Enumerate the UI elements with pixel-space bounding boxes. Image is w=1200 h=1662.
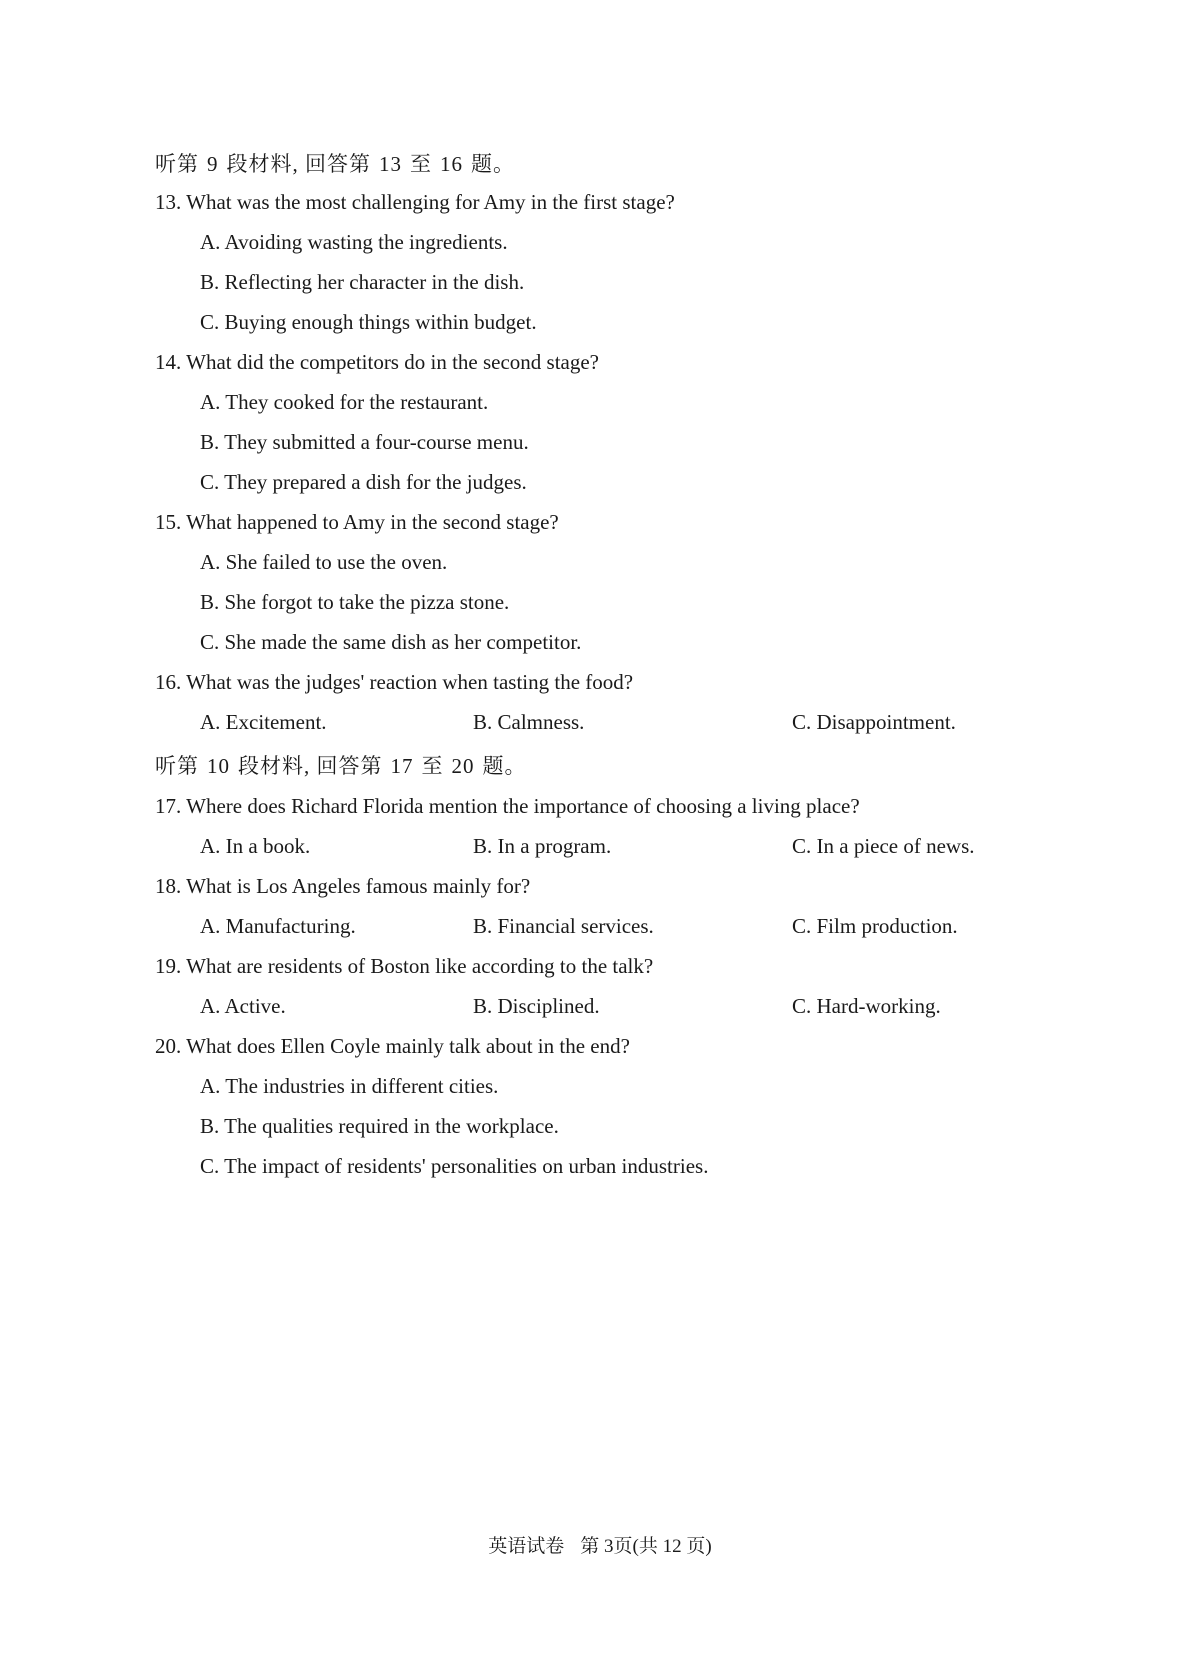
question-20-option-b: B. The qualities required in the workplace. bbox=[200, 1114, 559, 1138]
heading-prefix: 听第 bbox=[155, 152, 199, 176]
section-heading-2 bbox=[155, 750, 527, 780]
heading-prefix: 听第 bbox=[155, 754, 199, 778]
question-15-option-b: B. She forgot to take the pizza stone. bbox=[200, 590, 510, 614]
question-14-option-b: B. They submitted a four-course menu. bbox=[200, 430, 529, 454]
question-18-option-a: A. Manufacturing. bbox=[200, 914, 356, 938]
heading-mid: 段材料, 回答第 bbox=[226, 152, 371, 176]
question-20: 20. What does Ellen Coyle mainly talk about in the end? bbox=[155, 1034, 630, 1058]
question-14-option-c: C. They prepared a dish for the judges. bbox=[200, 470, 527, 494]
heading-to-number: 16 bbox=[440, 152, 463, 176]
question-17: 17. Where does Richard Florida mention the importance of choosing a living place? bbox=[155, 794, 860, 818]
question-20-option-c: C. The impact of residents' personalities on urban industries. bbox=[200, 1154, 709, 1178]
heading-from-number: 13 bbox=[379, 152, 402, 176]
question-15: 15. What happened to Amy in the second stage? bbox=[155, 510, 559, 534]
question-19: 19. What are residents of Boston like according to the talk? bbox=[155, 954, 654, 978]
question-13-option-a: A. Avoiding wasting the ingredients. bbox=[200, 230, 508, 254]
question-16-option-b: B. Calmness. bbox=[473, 710, 585, 734]
footer-title: 英语试卷 bbox=[488, 1536, 565, 1557]
question-16: 16. What was the judges' reaction when tasting the food? bbox=[155, 670, 634, 694]
heading-to-word: 至 bbox=[410, 152, 432, 176]
question-17-option-c: C. In a piece of news. bbox=[792, 834, 975, 858]
heading-to-word: 至 bbox=[421, 754, 444, 778]
heading-mid: 段材料, 回答第 bbox=[238, 754, 383, 778]
heading-passage-number: 10 bbox=[207, 754, 230, 778]
question-14: 14. What did the competitors do in the second stage? bbox=[155, 350, 600, 374]
heading-passage-number: 9 bbox=[207, 152, 219, 176]
question-17-option-b: B. In a program. bbox=[473, 834, 612, 858]
question-14-option-a: A. They cooked for the restaurant. bbox=[200, 390, 489, 414]
question-13-option-b: B. Reflecting her character in the dish. bbox=[200, 270, 525, 294]
question-18: 18. What is Los Angeles famous mainly for? bbox=[155, 874, 531, 898]
heading-suffix: 题。 bbox=[471, 152, 515, 176]
question-18-option-c: C. Film production. bbox=[792, 914, 958, 938]
question-19-option-a: A. Active. bbox=[200, 994, 286, 1018]
question-15-option-a: A. She failed to use the oven. bbox=[200, 550, 448, 574]
question-16-option-c: C. Disappointment. bbox=[792, 710, 956, 734]
question-17-option-a: A. In a book. bbox=[200, 834, 311, 858]
question-20-option-a: A. The industries in different cities. bbox=[200, 1074, 499, 1098]
question-13: 13. What was the most challenging for Amy in the first stage? bbox=[155, 190, 675, 214]
question-19-option-c: C. Hard-working. bbox=[792, 994, 941, 1018]
heading-to-number: 20 bbox=[451, 754, 475, 778]
question-15-option-c: C. She made the same dish as her competitor. bbox=[200, 630, 582, 654]
question-16-option-a: A. Excitement. bbox=[200, 710, 327, 734]
question-18-option-b: B. Financial services. bbox=[473, 914, 654, 938]
heading-from-number: 17 bbox=[390, 754, 414, 778]
question-13-option-c: C. Buying enough things within budget. bbox=[200, 310, 537, 334]
page-footer bbox=[0, 1531, 1200, 1558]
question-19-option-b: B. Disciplined. bbox=[473, 994, 600, 1018]
footer-page-number: 第 3页(共 12 页) bbox=[580, 1536, 712, 1557]
section-heading-1 bbox=[155, 148, 515, 178]
heading-suffix: 题。 bbox=[482, 754, 527, 778]
